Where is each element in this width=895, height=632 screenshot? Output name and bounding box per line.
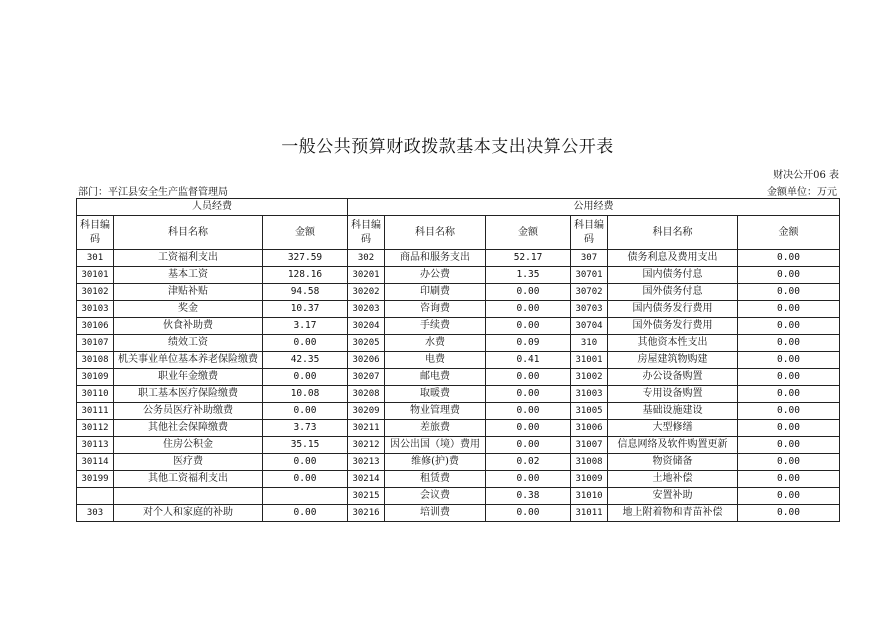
cell-code: 30206 [348, 352, 385, 369]
cell-name: 因公出国（境）费用 [385, 437, 486, 454]
cell-amount: 0.00 [738, 335, 840, 352]
cell-name: 物资储备 [608, 454, 738, 471]
table-row [77, 488, 840, 505]
table-row [77, 267, 840, 284]
cell-amount: 0.00 [738, 403, 840, 420]
cell-name: 租赁费 [385, 471, 486, 488]
cell-name: 手续费 [385, 318, 486, 335]
cell-name: 大型修缮 [608, 420, 738, 437]
cell-code: 31006 [571, 420, 608, 437]
cell-amount: 0.00 [263, 369, 348, 386]
header-amount: 金额 [486, 216, 571, 250]
cell-code: 30110 [77, 386, 114, 403]
cell-name: 职工基本医疗保险缴费 [114, 386, 263, 403]
table-row [77, 352, 840, 369]
cell-code: 30214 [348, 471, 385, 488]
cell-code: 30208 [348, 386, 385, 403]
cell-name: 基础设施建设 [608, 403, 738, 420]
cell-name: 对个人和家庭的补助 [114, 505, 263, 522]
cell-name: 奖金 [114, 301, 263, 318]
cell-code: 30106 [77, 318, 114, 335]
cell-name: 职业年金缴费 [114, 369, 263, 386]
cell-amount: 0.00 [738, 318, 840, 335]
page-title: 一般公共预算财政拨款基本支出决算公开表 [281, 137, 614, 157]
table-row [77, 403, 840, 420]
cell-code: 30107 [77, 335, 114, 352]
header-name: 科目名称 [385, 216, 486, 250]
cell-amount: 0.00 [486, 505, 571, 522]
cell-code: 31007 [571, 437, 608, 454]
cell-name: 其他工资福利支出 [114, 471, 263, 488]
cell-amount: 0.09 [486, 335, 571, 352]
table-row [77, 335, 840, 352]
cell-code: 31008 [571, 454, 608, 471]
cell-amount: 10.37 [263, 301, 348, 318]
header-name: 科目名称 [114, 216, 263, 250]
cell-code: 30109 [77, 369, 114, 386]
table-row [77, 250, 840, 267]
cell-amount: 0.00 [738, 454, 840, 471]
cell-name: 差旅费 [385, 420, 486, 437]
table-row [77, 505, 840, 522]
cell-amount: 0.00 [738, 284, 840, 301]
cell-amount: 0.00 [486, 369, 571, 386]
cell-code: 307 [571, 250, 608, 267]
table-row [77, 318, 840, 335]
cell-amount: 0.00 [486, 318, 571, 335]
cell-code: 30213 [348, 454, 385, 471]
cell-name: 伙食补助费 [114, 318, 263, 335]
cell-amount: 0.00 [486, 301, 571, 318]
cell-name: 咨询费 [385, 301, 486, 318]
cell-code: 30113 [77, 437, 114, 454]
header-code: 科目编码 [77, 216, 114, 250]
header-amount: 金额 [738, 216, 840, 250]
cell-name: 办公费 [385, 267, 486, 284]
cell-amount: 128.16 [263, 267, 348, 284]
cell-code: 30102 [77, 284, 114, 301]
cell-amount: 0.00 [738, 352, 840, 369]
cell-name: 国外债务发行费用 [608, 318, 738, 335]
cell-code: 30202 [348, 284, 385, 301]
cell-code: 30702 [571, 284, 608, 301]
expenditure-table [76, 198, 840, 522]
table-row [77, 386, 840, 403]
cell-name: 电费 [385, 352, 486, 369]
cell-code: 30199 [77, 471, 114, 488]
cell-name: 其他资本性支出 [608, 335, 738, 352]
cell-code [77, 488, 114, 505]
header-amount: 金额 [263, 216, 348, 250]
cell-amount: 0.00 [738, 250, 840, 267]
cell-amount: 0.00 [738, 386, 840, 403]
cell-amount: 0.00 [486, 403, 571, 420]
cell-code: 301 [77, 250, 114, 267]
cell-amount: 52.17 [486, 250, 571, 267]
cell-code: 31009 [571, 471, 608, 488]
cell-amount: 0.00 [738, 437, 840, 454]
cell-code: 30203 [348, 301, 385, 318]
cell-name [114, 488, 263, 505]
cell-name: 地上附着物和青苗补偿 [608, 505, 738, 522]
cell-name: 住房公积金 [114, 437, 263, 454]
cell-code: 31010 [571, 488, 608, 505]
cell-code: 302 [348, 250, 385, 267]
cell-code: 30216 [348, 505, 385, 522]
cell-amount: 0.00 [738, 420, 840, 437]
cell-name: 国内债务发行费用 [608, 301, 738, 318]
cell-amount: 0.00 [486, 437, 571, 454]
table-row [77, 301, 840, 318]
cell-code: 30704 [571, 318, 608, 335]
cell-amount: 42.35 [263, 352, 348, 369]
cell-name: 取暖费 [385, 386, 486, 403]
group-personnel: 人员经费 [77, 199, 348, 216]
cell-amount: 0.02 [486, 454, 571, 471]
cell-amount: 0.00 [263, 403, 348, 420]
header-name: 科目名称 [608, 216, 738, 250]
cell-amount: 3.17 [263, 318, 348, 335]
cell-code: 30215 [348, 488, 385, 505]
cell-amount: 0.00 [263, 505, 348, 522]
cell-code: 30205 [348, 335, 385, 352]
cell-amount: 0.00 [738, 267, 840, 284]
cell-amount: 35.15 [263, 437, 348, 454]
cell-code: 31005 [571, 403, 608, 420]
cell-amount: 0.38 [486, 488, 571, 505]
cell-code: 30101 [77, 267, 114, 284]
cell-code: 31001 [571, 352, 608, 369]
cell-name: 办公设备购置 [608, 369, 738, 386]
cell-amount: 0.00 [486, 284, 571, 301]
cell-code: 30112 [77, 420, 114, 437]
cell-amount: 3.73 [263, 420, 348, 437]
cell-name: 津贴补贴 [114, 284, 263, 301]
cell-code: 30201 [348, 267, 385, 284]
cell-name: 公务员医疗补助缴费 [114, 403, 263, 420]
cell-name: 国外债务付息 [608, 284, 738, 301]
cell-code: 30111 [77, 403, 114, 420]
unit-label: 金额单位：万元 [767, 187, 837, 198]
cell-name: 其他社会保障缴费 [114, 420, 263, 437]
cell-name: 绩效工资 [114, 335, 263, 352]
cell-amount: 0.00 [263, 471, 348, 488]
cell-amount: 0.00 [263, 335, 348, 352]
department-label: 部门：平江县安全生产监督管理局 [78, 187, 228, 198]
cell-amount: 0.00 [486, 420, 571, 437]
cell-name: 商品和服务支出 [385, 250, 486, 267]
cell-code: 30211 [348, 420, 385, 437]
cell-name: 印刷费 [385, 284, 486, 301]
table-row [77, 369, 840, 386]
cell-name: 医疗费 [114, 454, 263, 471]
cell-code: 30204 [348, 318, 385, 335]
cell-amount: 0.00 [263, 454, 348, 471]
cell-code: 30114 [77, 454, 114, 471]
table-row [77, 471, 840, 488]
cell-amount: 0.00 [738, 301, 840, 318]
cell-name: 债务利息及费用支出 [608, 250, 738, 267]
cell-name: 房屋建筑物购建 [608, 352, 738, 369]
cell-amount: 0.41 [486, 352, 571, 369]
cell-name: 土地补偿 [608, 471, 738, 488]
cell-name: 机关事业单位基本养老保险缴费 [114, 352, 263, 369]
cell-code: 30103 [77, 301, 114, 318]
cell-code: 30207 [348, 369, 385, 386]
cell-name: 工资福利支出 [114, 250, 263, 267]
table-row [77, 284, 840, 301]
cell-code: 31003 [571, 386, 608, 403]
cell-code: 31011 [571, 505, 608, 522]
table-row [77, 420, 840, 437]
header-code: 科目编码 [348, 216, 385, 250]
cell-amount: 94.58 [263, 284, 348, 301]
cell-code: 30209 [348, 403, 385, 420]
cell-amount: 0.00 [738, 488, 840, 505]
table-row [77, 437, 840, 454]
group-header-row [77, 199, 840, 216]
column-header-row [77, 216, 840, 250]
cell-amount: 1.35 [486, 267, 571, 284]
cell-name: 培训费 [385, 505, 486, 522]
cell-name: 水费 [385, 335, 486, 352]
cell-name: 信息网络及软件购置更新 [608, 437, 738, 454]
header-code: 科目编码 [571, 216, 608, 250]
cell-amount: 0.00 [738, 471, 840, 488]
cell-amount: 0.00 [738, 369, 840, 386]
cell-amount: 0.00 [486, 386, 571, 403]
cell-code: 310 [571, 335, 608, 352]
form-code: 财决公开06 表 [773, 170, 839, 181]
cell-name: 维修(护)费 [385, 454, 486, 471]
cell-amount: 0.00 [486, 471, 571, 488]
cell-name: 邮电费 [385, 369, 486, 386]
cell-name: 基本工资 [114, 267, 263, 284]
cell-amount: 10.08 [263, 386, 348, 403]
cell-code: 30701 [571, 267, 608, 284]
cell-amount: 0.00 [738, 505, 840, 522]
cell-name: 物业管理费 [385, 403, 486, 420]
cell-code: 30703 [571, 301, 608, 318]
cell-amount [263, 488, 348, 505]
cell-amount: 327.59 [263, 250, 348, 267]
table-row [77, 454, 840, 471]
cell-code: 31002 [571, 369, 608, 386]
group-public: 公用经费 [348, 199, 840, 216]
cell-name: 会议费 [385, 488, 486, 505]
cell-name: 专用设备购置 [608, 386, 738, 403]
cell-name: 安置补助 [608, 488, 738, 505]
cell-code: 303 [77, 505, 114, 522]
cell-code: 30108 [77, 352, 114, 369]
cell-code: 30212 [348, 437, 385, 454]
cell-name: 国内债务付息 [608, 267, 738, 284]
